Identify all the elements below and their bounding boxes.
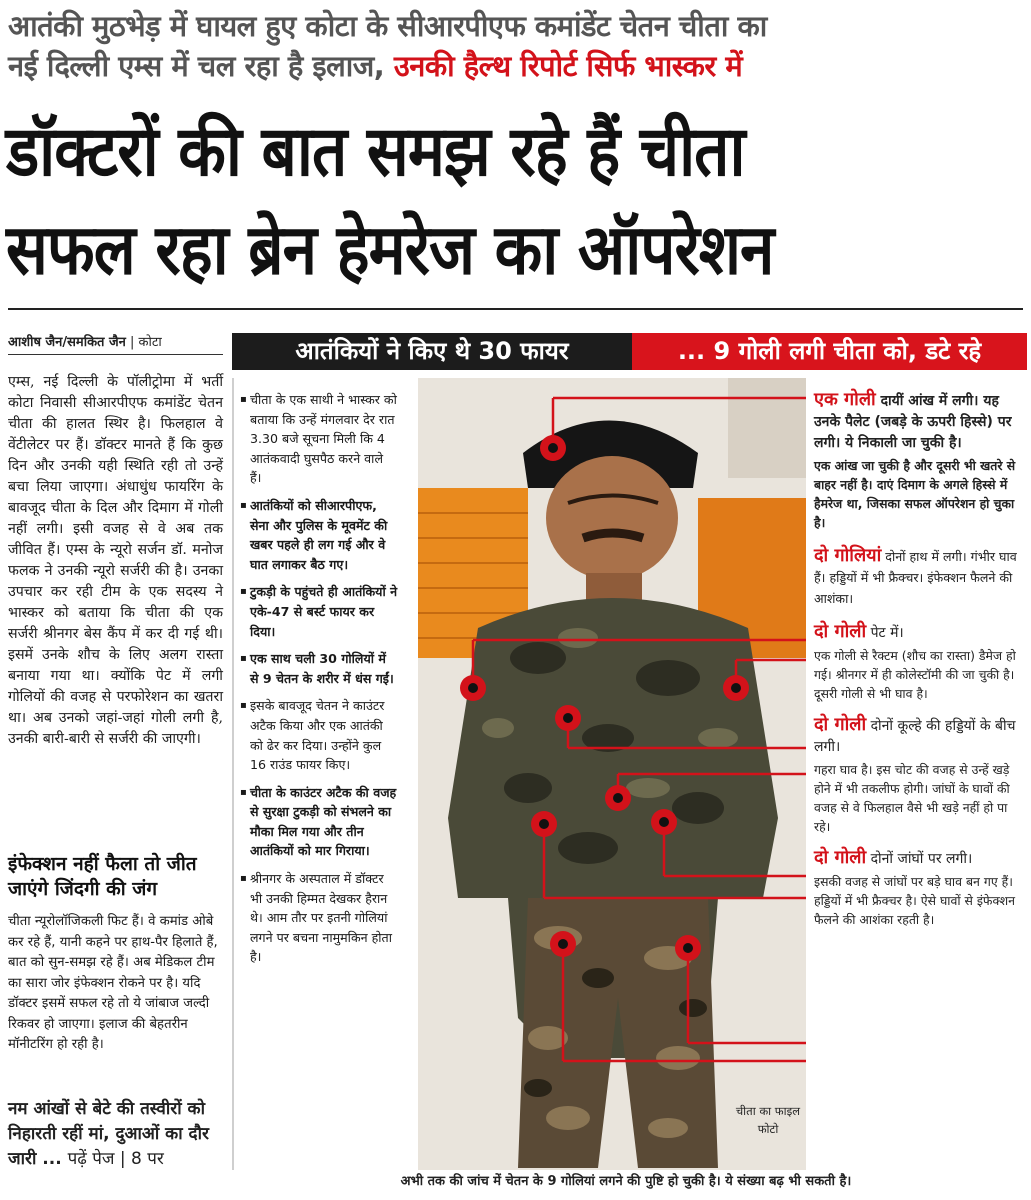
article-body: एम्स, नई दिल्ली के पॉलीट्रोमा में भर्ती कोटा निवासी सीआरपीएफ कमांडेंट चेतन चीता की हालत स्थिर है। फिलहाल वे वेंटीलेटर पर हैं। डॉक्टर मानते हैं कि कुछ दिन और उनकी यही स्थिति रही तो उन्हें बचा लिया जाएगा। अंधाधुंध फायरिंग के बावजूद चीता के दिल और दिमाग में गोली नहीं लगी। इसी वजह से वे अब तक जीवित हैं। एम्स के न्यूरो सर्जन डॉ. मनोज फलक ने उनकी न्यूरो सर्जरी की है। उनका उपचार कर रही टीम के एक सदस्य ने भास्कर को बताया कि चीता की एक सर्जरी श्रीनगर बेस कैंप में कर दी गई थी। इसमें उनके शौच के लिए अलग रास्ता बनाया गया था। क्योंकि पेट में लगी गोलियों की वजह से परफोरेशन का खतरा था। अब उनको जहां-जहां गोली लगी है, उनकी बारी-बारी से सर्जरी की जाएगी।: [8, 374, 223, 747]
kicker-line-2: [8, 46, 1023, 86]
article-subhead: इंफेक्शन नहीं फैला तो जीत जाएंगे जिंदगी की जंग: [8, 853, 197, 900]
annotation-thighs: [814, 848, 1026, 929]
wound-annotations: [814, 390, 1026, 935]
byline-authors: आशीष जैन/समकित जैन: [8, 335, 126, 350]
annotation-head: दो गोली: [814, 714, 867, 735]
soldier-photo: [418, 378, 806, 1170]
annotation-body: गहरा घाव है। इस चोट की वजह से उन्हें खड़े होने में भी तकलीफ होगी। जांघों के घावों की वजह से वे फिलहाल वैसे भी खड़े नहीं हो पा रहे।: [814, 762, 1010, 834]
banner-left: आतंकियों ने किए थे 30 फायर: [232, 333, 632, 370]
wound-marker-eye: [540, 435, 566, 461]
kicker-line-2-plain: नई दिल्ली एम्स में चल रहा है इलाज,: [8, 49, 394, 83]
photo-caption: चीता का फाइल फोटो: [735, 1104, 801, 1136]
article-tease: [8, 1097, 223, 1172]
headline-line-1: डॉक्टरों की बात समझ रहे हैं चीता: [6, 109, 745, 192]
headline-line-2: सफल रहा ब्रेन हेमरेज का ऑपरेशन: [6, 208, 774, 291]
headline-divider: [8, 308, 1023, 310]
byline: आशीष जैन/समकित जैन | कोटा: [8, 332, 223, 355]
annotation-body: एक गोली से रैक्टम (शौच का रास्ता) डैमेज हो गई। श्रीनगर में ही कोलेस्टॉमी की जा चुकी है। दूसरी गोली से भी घाव है।: [814, 648, 1016, 701]
annotation-eye: [814, 390, 1026, 532]
annotation-head: एक गोली: [814, 389, 876, 410]
soldier-illustration: [418, 378, 806, 1170]
kicker-line-1: आतंकी मुठभेड़ में घायल हुए कोटा के सीआरपीएफ कमांडेंट चेतन चीता का: [8, 9, 767, 43]
annotation-hips: [814, 715, 1026, 836]
article-tease-text: नम आंखों से बेटे की तस्वीरों को निहारती रहीं मां, दुआओं का दौर जारी ...: [8, 1099, 209, 1169]
section-banner: [232, 333, 1027, 370]
column-divider: [232, 378, 234, 1170]
headline: [6, 102, 1026, 299]
annotation-lead: दायीं आंख में लगी। यह उनके पैलेट (जबड़े के ऊपरी हिस्से) पर लगी। ये निकाली जा चुकी है।: [814, 393, 1012, 451]
bullet-item: ▪ एक साथ चली 30 गोलियों में से 9 चेतन के शरीर में धंस गईं।: [240, 649, 398, 688]
annotation-arms: [814, 546, 1026, 610]
annotation-lead: पेट में।: [866, 625, 904, 641]
bullet-item: ▪ श्रीनगर के अस्पताल में डॉक्टर भी उनकी हिम्मत देखकर हैरान थे। आम तौर पर इतनी गोलियां लगने पर बचना नामुमकिन होता है।: [240, 869, 398, 967]
annotation-head: दो गोलियां: [814, 545, 882, 566]
bullet-list: [240, 390, 398, 975]
annotation-stomach: [814, 622, 1026, 703]
annotation-body: एक आंख जा चुकी है और दूसरी भी खतरे से बाहर नहीं है। दाएं दिमाग के अगले हिस्से में हैमरेज था, जिसका सफल ऑपरेशन हो चुका है।: [814, 458, 1016, 530]
annotation-head: दो गोली: [814, 621, 867, 642]
annotation-lead: दोनों कूल्हे की हड्डियों के बीच लगी।: [814, 718, 1016, 755]
bullet-item: ▪ चीता के काउंटर अटैक की वजह से सुरक्षा टुकड़ी को संभलने का मौका मिल गया और तीन आतंकियों को मार गिराया।: [240, 783, 398, 861]
kicker-line-2-red: उनकी हैल्थ रिपोर्ट सिर्फ भास्कर में: [393, 49, 743, 83]
byline-city: कोटा: [138, 335, 162, 350]
bullet-item: ▪ चीता के एक साथी ने भास्कर को बताया कि उन्हें मंगलवार देर रात 3.30 बजे सूचना मिली कि 4 आतंकवादी घुसपैठ करने वाले हैं।: [240, 390, 398, 488]
annotation-head: दो गोली: [814, 847, 867, 868]
annotation-lead: दोनों जांघों पर लगी।: [866, 851, 973, 867]
annotation-body: इसकी वजह से जांघों पर बड़े घाव बन गए हैं। हड्डियों में भी फ्रैक्चर है। ऐसे घावों से इंफेक्शन फैलने की आशंका रहती है।: [814, 874, 1016, 927]
kicker: [8, 6, 1023, 86]
article-body-2: चीता न्यूरोलॉजिकली फिट हैं। वे कमांड ओबे कर रहे हैं, यानी कहने पर हाथ-पैर हिलाते हैं, बात को सुन-समझ रहे हैं। अब मेडिकल टीम का सारा जोर इंफेक्शन रोकने पर है। यदि डॉक्टर इसमें सफल रहे तो ये जांबाज जल्दी रिकवर हो जाएगा। इलाज की बेहतरीन मॉनीटरिंग हो रही है।: [8, 914, 218, 1052]
annotation-lead: दोनों हाथ में लगी। गंभीर घाव हैं। हड्डियों में भी फ्रैक्चर। इंफेक्शन फैलने की आशंका।: [814, 549, 1017, 606]
banner-right: ... 9 गोली लगी चीता को, डटे रहे: [632, 333, 1027, 370]
footer-note: अभी तक की जांच में चेतन के 9 गोलियां लगने की पुष्टि हो चुकी है। ये संख्या बढ़ भी सकती है।: [400, 1174, 852, 1189]
article-tease-page: पढ़ें पेज | 8 पर: [67, 1149, 164, 1169]
bullet-item: ▪ आतंकियों को सीआरपीएफ, सेना और पुलिस के मूवमेंट की खबर पहले ही लग गई और वे घात लगाकर बैठ गए।: [240, 496, 398, 574]
bullet-item: ▪ इसके बावजूद चेतन ने काउंटर अटैक किया और एक आतंकी को ढेर कर दिया। उन्होंने कुल 16 राउंड फायर किए।: [240, 696, 398, 774]
bullet-item: ▪ टुकड़ी के पहुंचते ही आतंकियों ने एके-47 से बर्स्ट फायर कर दिया।: [240, 582, 398, 641]
